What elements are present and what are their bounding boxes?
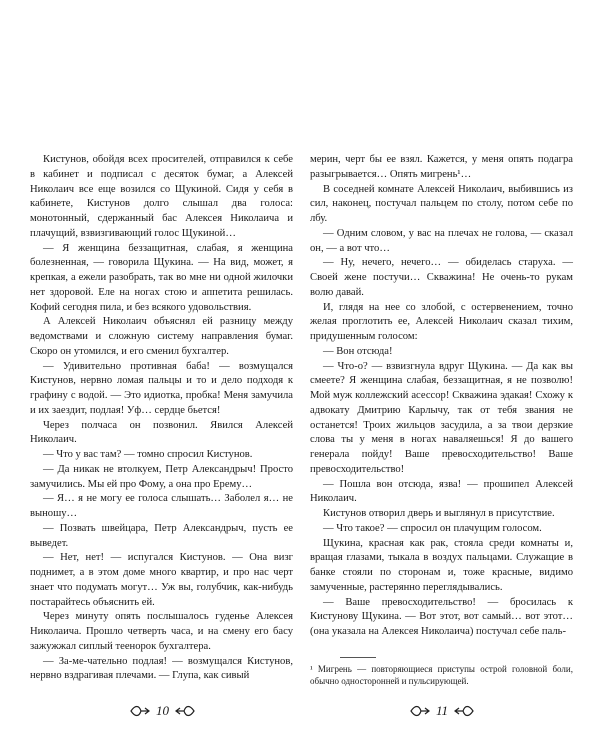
paragraph: Через минуту опять послышалось гуденье Алексея Николаича. Прошло четверть часа, и на смену его басу зажужжал сиплый теенорок бухгалтера. xyxy=(30,611,293,652)
right-page-text xyxy=(310,153,573,640)
paragraph: — Да никак не втолкуем, Петр Александрыч! Просто замучились. Мы ей про Фому, а она про Ерему… xyxy=(30,463,293,490)
paragraph: — За-ме-чательно подлая! — возмущался Кистунов, нервно вздрагивая плечами. — Глупа, как сивый xyxy=(30,655,293,682)
paragraph: Щукина, красная как рак, стояла среди комнаты и, вращая глазами, тыкала в воздух пальцами. Служащие в банке стояли по сторонам и, тоже красные, видимо замученные, растерянно переглядывались. xyxy=(310,537,573,593)
left-page-text xyxy=(30,153,293,684)
paragraph: — Одним словом, у вас на плечах не голова, — сказал он, — а вот что… xyxy=(310,227,573,254)
paragraph: — Что такое? — спросил он плачущим голосом. xyxy=(323,522,542,534)
right-ornament-icon xyxy=(454,704,474,718)
paragraph: — Я… я не могу ее голоса слышать… Заболел я… не выношу… xyxy=(30,493,293,519)
paragraph: — Нет, нет! — испугался Кистунов. — Она визг поднимет, а в этом доме много квартир, и про нас черт знает что подумать могут… Уж вы, голубчик, как-нибудь постарайтесь объяснить ей. xyxy=(30,552,293,608)
paragraph: — Ваше превосходительство! — бросилась к Кистунову Щукина. — Вот этот, вот самый… вот этот… (она указала на Алексея Николаича) постучал себе паль- xyxy=(310,596,573,637)
paragraph: — Удивительно противная баба! — возмущался Кистунов, нервно ломая пальцы и то и дело подходя к графину с водой. — Это идиотка, пробка! Меня замучила и их заездит, подлая! Уф… сердце бьется! xyxy=(30,360,293,416)
footnote-rule xyxy=(340,657,376,658)
left-ornament-icon xyxy=(130,704,150,718)
paragraph: — Пошла вон отсюда, язва! — прошипел Алексей Николаич. xyxy=(310,478,573,505)
right-ornament-icon xyxy=(175,704,195,718)
page-number: 11 xyxy=(436,703,449,718)
right-folio xyxy=(410,700,474,722)
left-ornament-icon xyxy=(410,704,430,718)
left-folio xyxy=(130,700,195,722)
paragraph: — Что-о? — взвизгнула вдруг Щукина. — Да как вы смеете? Я женщина слабая, беззащитная, я не позволю! Мой муж коллежский асессор! Скважина эдакая! Схожу к адвокату Дмитрию Карлычу, так от тебя звания не останется! Троих жильцов засудила, а за твои дерзкие слова ты у меня в ногах наваляешься! Я до вашего генерала пойду! Ваше превосходительство! Ваше превосходительство! xyxy=(310,360,573,475)
footnote: ¹ Мигрень — повторяющиеся приступы острой головной боли, обычно односторонней и пульсирующей. xyxy=(310,664,573,686)
paragraph: Кистунов, обойдя всех просителей, отправился к себе в кабинет и подписал с десяток бумаг, а Алексей Николаич все еще возился со Щукиной. Сидя у себя в кабинете, Кистунов долго слышал два голоса: монотонный, сдержанный бас Алексея Николаича и плачущий, взвизгивающий голос Щукиной… xyxy=(30,154,293,239)
page-number: 10 xyxy=(156,703,169,718)
paragraph: мерин, черт бы ее взял. Кажется, у меня опять подагра разыгрывается… Опять мигрень¹… xyxy=(310,154,573,180)
paragraph: — Вон отсюда! xyxy=(323,345,393,357)
paragraph: А Алексей Николаич объяснял ей разницу между ведомствами и сложную систему направления бумаг. Скоро он утомился, и его сменил бухгалтер. xyxy=(30,316,293,357)
paragraph: — Позвать швейцара, Петр Александрыч, пусть ее выведет. xyxy=(30,522,293,549)
paragraph: — Ну, нечего, нечего… — обиделась старуха. — Своей жене постучи… Скважина! Не очень-то рукам волю давай. xyxy=(310,257,573,298)
paragraph: И, глядя на нее со злобой, с остервенением, точно желая проглотить ее, Алексей Николаич сказал тихим, придушенным голосом: xyxy=(310,301,573,342)
paragraph: Через полчаса он позвонил. Явился Алексей Николаич. xyxy=(30,419,293,446)
paragraph: — Что у вас там? — томно спросил Кистунов. xyxy=(43,449,253,460)
paragraph: В соседней комнате Алексей Николаич, выбившись из сил, наконец, постучал пальцем по столу, потом себе по лбу. xyxy=(310,183,573,224)
paragraph: Кистунов отворил дверь и выглянул в присутствие. xyxy=(323,508,555,519)
paragraph: — Я женщина беззащитная, слабая, я женщина болезненная, — говорила Щукина. — На вид, может, я крепкая, а ежели разобрать, так во мне ни одной жилочки нет здоровой. Еле на ногах стою и аппетита решилась. Кофий сегодня пила, и без всякого удовольствия. xyxy=(30,242,293,313)
